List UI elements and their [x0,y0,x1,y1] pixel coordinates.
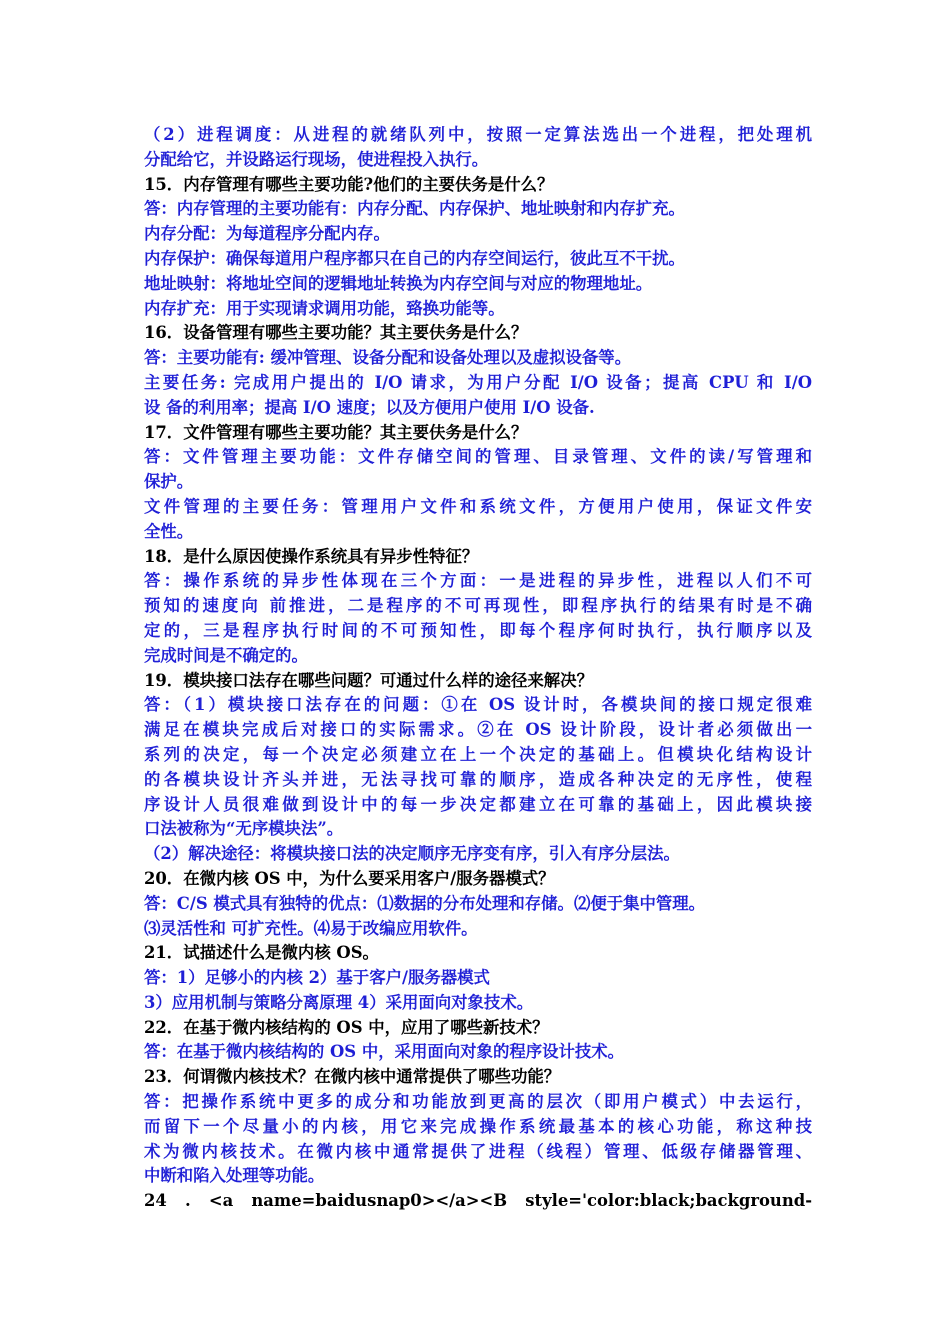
answer-line: 答：操作系统的异步性体现在三个方面：一是进程的异步性，进程以人们不可 [144,571,812,591]
answer-line: 答：文件管理主要功能：文件存储空间的管理、目录管理、文件的读/写管理和 [144,447,812,467]
answer-line: 的各模块设计齐头并进，无法寻找可靠的顺序，造成各种决定的无序性，使程 [144,769,812,789]
question-line: 23．何谓微内核技术？在微内核中通常提供了哪些功能？ [144,1067,561,1087]
answer-line: 保护。 [144,472,194,492]
answer-line: 定的，三是程序执行时间的不可预知性，即每个程序何时执行，执行顺序以及 [144,620,812,640]
answer-line: 完成时间是不确定的。 [144,645,308,665]
answer-line: 答：在基于微内核结构的 OS 中，采用面向对象的程序设计技术。 [144,1042,625,1062]
answer-line: 地址映射：将地址空间的逻辑地址转换为内存空间与对应的物理地址。 [144,273,653,293]
answer-line: （2）解决途径：将模块接口法的决定顺序无序变有序，引入有序分层法。 [144,844,680,864]
question-line: 16．设备管理有哪些主要功能？其主要伕务是什么？ [144,323,528,343]
answer-line: 中断和陷入处理等功能。 [144,1166,325,1186]
answer-line: 文件管理的主要任务：管理用户文件和系统文件，方便用户使用，保证文件安 [144,496,812,516]
answer-line: 序设计人员很难做到设计中的每一步决定都建立在可靠的基础上，因此模块接 [144,794,812,814]
answer-line: 答：内存管理的主要功能有：内存分配、内存保护、地址映射和内存扩充。 [144,199,685,219]
answer-line: 内存分配：为每道程序分配内存。 [144,224,390,244]
question-line: 24 . <a name=baidusnap0></a><B style='color:black;background- [144,1191,812,1211]
question-line: 20．在微内核 OS 中，为什么要采用客户/服务器模式？ [144,868,555,888]
answer-line: 而留下一个尽量小的内核，用它来完成操作系统最基本的核心功能，称这种技 [144,1116,812,1136]
question-line: 19．模块接口法存在哪些问题？可通过什么样的途径来解决？ [144,670,593,690]
question-line: 15．内存管理有哪些主要功能?他们的主要伕务是什么？ [144,174,554,194]
document-page [144,123,812,1214]
answer-line: 术为微内核技术。在微内核中通常提供了进程（线程）管理、低级存储器管理、 [144,1141,812,1161]
answer-line: 全性。 [144,521,194,541]
question-line: 17．文件管理有哪些主要功能？其主要伕务是什么？ [144,422,528,442]
answer-line: 答：把操作系统中更多的成分和功能放到更高的层次（即用户模式）中去运行， [144,1092,812,1112]
answer-line: 系列的决定，每一个决定必须建立在上一个决定的基础上。但模块化结构设计 [144,744,812,764]
answer-line: 答：C/S 模式具有独特的优点：⑴数据的分布处理和存储。⑵便于集中管理。 [144,893,706,913]
answer-line: ⑶灵活性和 可扩充性。⑷易于改编应用软件。 [144,918,478,938]
answer-line: 口法被称为“无序模块法”。 [144,819,344,839]
answer-line: 设 备的利用率；提高 I/O 速度；以及方便用户使用 I/O 设备. [144,397,595,417]
answer-line: 分配给它，并设路运行现场，使进程投入执行。 [144,149,489,169]
answer-line: （2）进程调度：从进程的就绪队列中，按照一定算法选出一个进程，把处理机 [144,125,812,144]
answer-line: 答：1）足够小的内核 2）基于客户/服务器模式 [144,968,490,988]
answer-line: 答：（1）模块接口法存在的问题：①在 OS 设计时，各模块间的接口规定很难 [144,695,812,715]
question-line: 18．是什么原因使操作系统具有异步性特征？ [144,546,479,566]
answer-line: 预知的速度向 前推进，二是程序的不可再现性，即程序执行的结果有时是不确 [144,596,812,616]
question-line: 22．在基于微内核结构的 OS 中，应用了哪些新技术？ [144,1017,549,1037]
answer-line: 内存扩充：用于实现请求调用功能，臵换功能等。 [144,298,505,318]
answer-line: 3）应用机制与策略分离原理 4）采用面向对象技术。 [144,992,534,1012]
answer-line: 主要任务: 完成用户提出的 I/O 请求，为用户分配 I/O 设备；提高 CPU 和 I/O [144,372,812,392]
answer-line: 内存保护：确保每道用户程序都只在自己的内存空间运行，彼此互不干扰。 [144,248,685,268]
answer-line: 答：主要功能有: 缓冲管理、设备分配和设备处理以及虚拟设备等。 [144,348,632,368]
answer-line: 满足在模块完成后对接口的实际需求。②在 OS 设计阶段，设计者必须做出一 [144,720,812,740]
question-line: 21．试描述什么是微内核 OS。 [144,943,379,963]
